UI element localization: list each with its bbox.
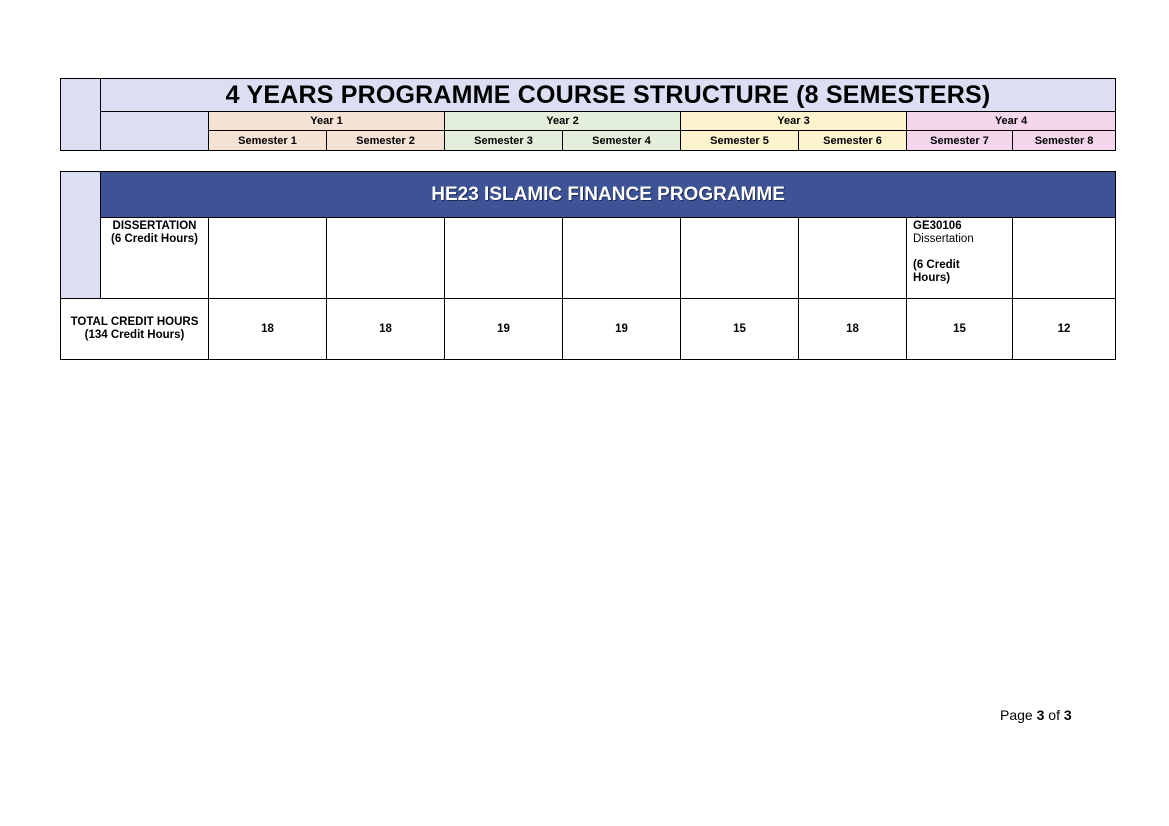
page-number — [1000, 707, 1072, 723]
semester-8-header: Semester 8 — [1013, 131, 1116, 151]
semester-5-total: 15 — [681, 299, 799, 360]
semester-1-dissertation-cell — [209, 218, 327, 299]
semester-4-header: Semester 4 — [563, 131, 681, 151]
page-word: Page — [1000, 707, 1033, 723]
course-credit-line2: Hours) — [913, 272, 951, 284]
semester-5-header: Semester 5 — [681, 131, 799, 151]
semester-7-total: 15 — [907, 299, 1013, 360]
header-side-cell — [61, 79, 101, 151]
semester-3-dissertation-cell — [445, 218, 563, 299]
total-label-line2: (134 Credit Hours) — [84, 329, 185, 341]
programme-side-cell — [61, 172, 101, 299]
semester-1-total: 18 — [209, 299, 327, 360]
semester-3-total: 19 — [445, 299, 563, 360]
header-blank-cell — [101, 112, 209, 151]
course-name: Dissertation — [913, 233, 974, 245]
year-3-header: Year 3 — [681, 112, 907, 131]
semester-2-dissertation-cell — [327, 218, 445, 299]
dissertation-row-label — [101, 218, 209, 299]
of-word: of — [1048, 707, 1060, 723]
semester-2-total: 18 — [327, 299, 445, 360]
programme-title: HE23 ISLAMIC FINANCE PROGRAMME — [101, 172, 1116, 218]
semester-5-dissertation-cell — [681, 218, 799, 299]
current-page: 3 — [1036, 707, 1045, 723]
semester-6-total: 18 — [799, 299, 907, 360]
semester-4-total: 19 — [563, 299, 681, 360]
course-code: GE30106 — [913, 220, 962, 232]
year-1-header: Year 1 — [209, 112, 445, 131]
dissertation-label-line1: DISSERTATION — [112, 220, 197, 232]
course-structure-header-table — [60, 78, 1116, 151]
total-credit-hours-label — [61, 299, 209, 360]
total-label-line1: TOTAL CREDIT HOURS — [70, 316, 199, 328]
total-pages: 3 — [1063, 707, 1072, 723]
dissertation-label-line2: (6 Credit Hours) — [111, 233, 198, 245]
semester-6-dissertation-cell — [799, 218, 907, 299]
semester-6-header: Semester 6 — [799, 131, 907, 151]
semester-2-header: Semester 2 — [327, 131, 445, 151]
page-title: 4 YEARS PROGRAMME COURSE STRUCTURE (8 SEMESTERS) — [101, 79, 1116, 112]
year-2-header: Year 2 — [445, 112, 681, 131]
course-entry — [907, 218, 1012, 287]
semester-1-header: Semester 1 — [209, 131, 327, 151]
semester-3-header: Semester 3 — [445, 131, 563, 151]
year-4-header: Year 4 — [907, 112, 1116, 131]
semester-4-dissertation-cell — [563, 218, 681, 299]
course-credit-line1: (6 Credit — [913, 259, 960, 271]
semester-8-total: 12 — [1013, 299, 1116, 360]
semester-7-header: Semester 7 — [907, 131, 1013, 151]
semester-7-dissertation-cell — [907, 218, 1013, 299]
programme-table — [60, 171, 1116, 360]
semester-8-dissertation-cell — [1013, 218, 1116, 299]
